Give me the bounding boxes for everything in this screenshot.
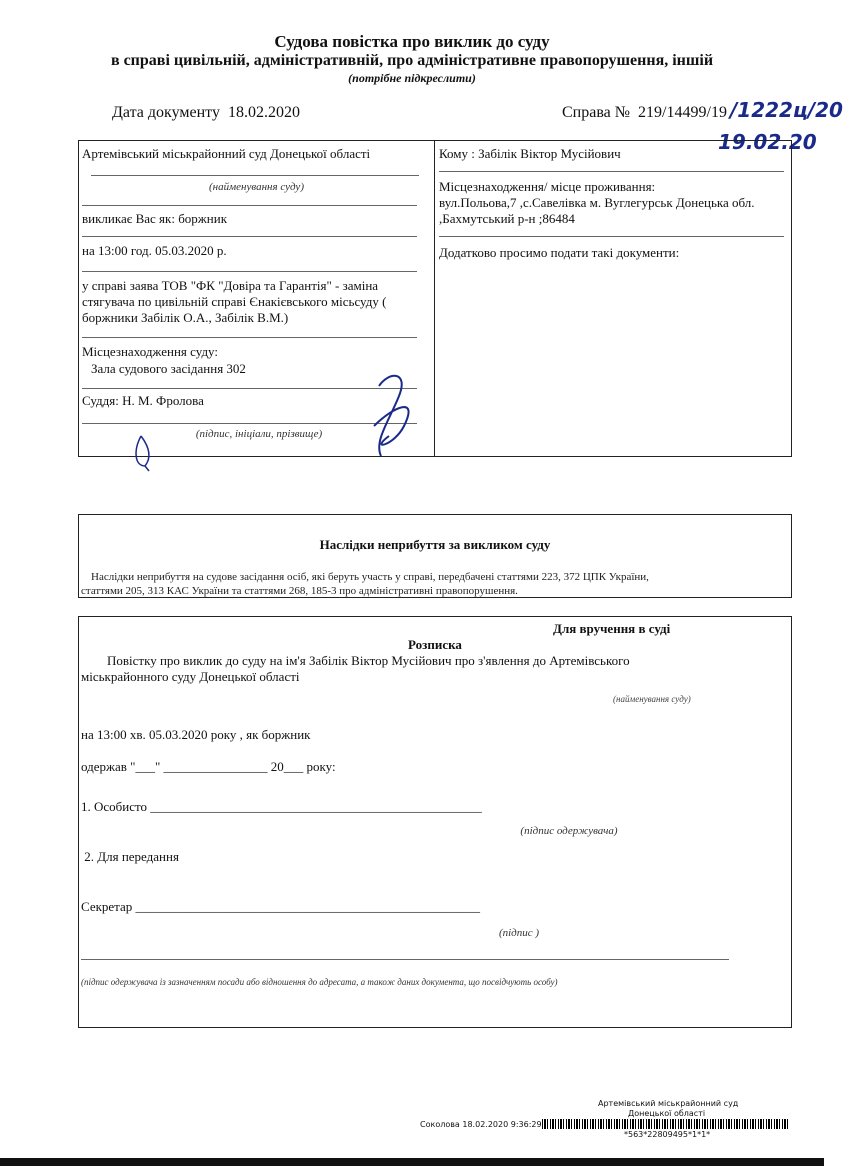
case-number: Справа № 219/14499/19 [562, 104, 727, 121]
consequences-line-1: Наслідки неприбуття на судове засідання осіб, які беруть участь у справі, передбачені статтями 223, 372 ЦПК України, [91, 571, 649, 583]
signature-caption: (підпис, ініціали, прізвище) [195, 428, 323, 440]
recipient-caption: (підпис одержувача) [520, 825, 618, 837]
barcode [542, 1119, 790, 1129]
footer-stamp: Соколова 18.02.2020 9:36:29 [420, 1120, 542, 1129]
summons-box [78, 140, 792, 457]
document-title: Судова повістка про виклик до суду [274, 32, 550, 51]
handwritten-date: 19.02.20 [718, 130, 817, 154]
subtitle-note: (потрібне підкреслити) [348, 71, 476, 85]
footer-court: Артемівський міськрайонний суд [598, 1099, 739, 1108]
secretary-line: Секретар _____________________________________________________ [81, 899, 481, 914]
footer-region: Донецької області [628, 1109, 706, 1118]
court-location: Зала судового засідання 302 [91, 361, 246, 376]
document-date: Дата документу 18.02.2020 [112, 104, 300, 121]
divider [82, 236, 417, 237]
divider [82, 337, 417, 338]
address-line-2: ,Бахмутський р-н ;86484 [439, 211, 575, 226]
case-description: у справі заява ТОВ "ФК "Довіра та Гарантія" - заміна стягувача по цивільній справі Єнакієвського місьсуду ( боржники Забілік О.А., Забілік В.М.) [82, 278, 387, 325]
divider [81, 959, 729, 960]
handwritten-case-number: /1222ц/20 [730, 98, 843, 122]
for-court-label: Для вручення в суді [553, 621, 671, 636]
received-line: одержав "___" ________________ 20___ року: [81, 759, 336, 774]
consequences-title: Наслідки неприбуття за викликом суду [319, 537, 551, 552]
secretary-caption: (підпис ) [498, 927, 540, 939]
footer-code: *563*22809495*1*1* [624, 1130, 711, 1139]
divider [439, 236, 784, 237]
scan-edge [0, 1158, 824, 1166]
extra-documents: Додатково просимо подати такі документи: [439, 245, 680, 260]
consequences-line-2: статтями 205, 313 КАС України та статтями 268, 185-3 про адміністративні правопорушення. [81, 585, 518, 597]
receipt-court-caption: (найменування суду) [613, 694, 691, 704]
divider [82, 205, 417, 206]
receipt-time: на 13:00 хв. 05.03.2020 року , як боржник [81, 727, 311, 742]
address-label: Місцезнаходження/ місце проживання: [439, 179, 656, 194]
hearing-time: на 13:00 год. 05.03.2020 р. [82, 243, 227, 258]
receipt-line-1: Повістку про виклик до суду на ім'я Забілік Віктор Мусійович про з'явлення до Артемівського [107, 653, 630, 668]
divider [91, 175, 419, 176]
column-divider [434, 141, 435, 456]
forward-line: 2. Для передання [81, 849, 179, 864]
judge-signature [119, 366, 429, 471]
summons-role: викликає Вас як: боржник [82, 211, 228, 226]
address-line-1: вул.Польова,7 ,с.Савелівка м. Вуглегурськ Донецька обл. [439, 195, 755, 210]
divider [82, 271, 417, 272]
bottom-caption: (підпис одержувача із зазначенням посади або відношення до адресата, а також даних документа, що посвідчують особу) [81, 977, 558, 987]
court-location-label: Місцезнаходження суду: [82, 344, 218, 359]
receipt-line-2: міськрайонного суду Донецької області [81, 669, 300, 684]
receipt-box [78, 616, 792, 1028]
recipient-name: Кому : Забілік Віктор Мусійович [439, 146, 621, 161]
personally-line: 1. Особисто ___________________________________________________ [81, 799, 482, 814]
court-name: Артемівський міськрайонний суд Донецької області [82, 146, 371, 161]
receipt-title: Розписка [408, 637, 462, 652]
judge-name: Суддя: Н. М. Фролова [82, 393, 204, 408]
divider [439, 171, 784, 172]
court-caption: (найменування суду) [209, 181, 304, 193]
document-subtitle: в справі цивільній, адміністративній, про адміністративне правопорушення, іншій [110, 52, 714, 69]
consequences-box [78, 514, 792, 598]
